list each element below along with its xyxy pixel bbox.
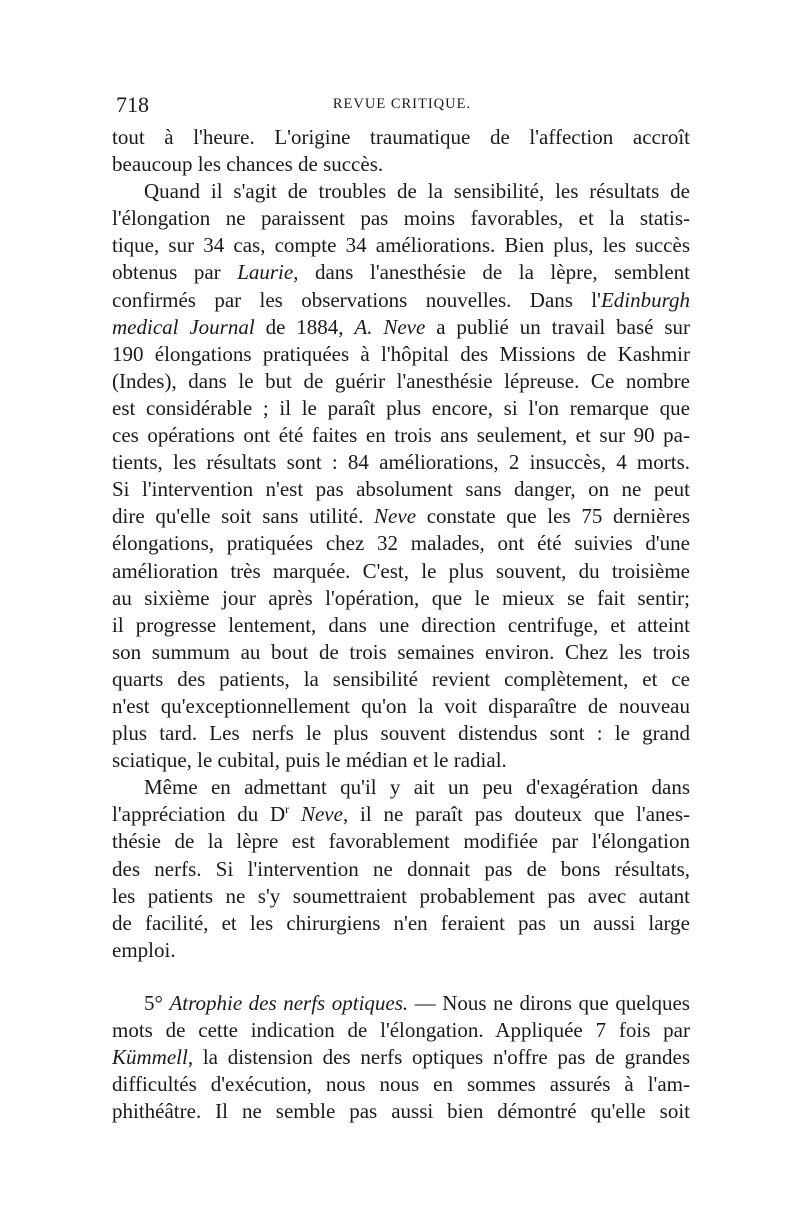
text-segment: les patients ne s'y soumettraient probablement pas avec autant xyxy=(112,883,690,908)
italic-segment: Kümmell xyxy=(112,1045,188,1070)
text-segment: thésie de la lèpre est favorablement modifiée par l'élongation xyxy=(112,829,690,854)
text-line xyxy=(112,341,690,368)
italic-segment: medical Journal xyxy=(112,314,255,339)
text-segment: tients, les résultats sont : 84 améliorations, 2 insuccès, 4 morts. xyxy=(112,450,690,475)
text-segment: quarts des patients, la sensibilité revient complètement, et ce xyxy=(112,666,690,691)
text-line xyxy=(112,585,690,612)
text-line xyxy=(112,666,690,693)
text-segment: confirmés par les observations nouvelles. Dans l' xyxy=(112,287,601,312)
text-line xyxy=(112,774,690,801)
text-line xyxy=(112,395,690,422)
text-segment: 5° xyxy=(144,990,170,1015)
text-line xyxy=(112,1017,690,1044)
text-line xyxy=(112,124,690,151)
italic-segment: Neve xyxy=(374,504,417,529)
text-line xyxy=(112,910,690,937)
text-line xyxy=(112,747,690,774)
text-segment: est considérable ; il le paraît plus encore, si l'on remarque que xyxy=(112,395,690,420)
text-line xyxy=(112,476,690,503)
text-segment: , dans l'anesthésie de la lèpre, semblent xyxy=(293,260,690,285)
text-segment: dire qu'elle soit sans utilité. xyxy=(112,504,375,529)
italic-segment: Neve xyxy=(300,802,343,827)
text-segment: — Nous ne dirons que quelques xyxy=(408,990,690,1015)
text-segment: emploi. xyxy=(112,937,176,962)
text-segment: phithéâtre. Il ne semble pas aussi bien démontré qu'elle soit xyxy=(112,1099,690,1124)
text-line xyxy=(112,232,690,259)
text-line xyxy=(112,828,690,855)
text-line xyxy=(112,856,690,883)
running-title: REVUE CRITIQUE. xyxy=(332,96,472,112)
text-segment: ces opérations ont été faites en trois ans seulement, et sur 90 pa- xyxy=(112,423,690,448)
text-line xyxy=(112,693,690,720)
text-segment: tout à l'heure. L'origine traumatique de l'affection accroît xyxy=(112,125,690,149)
text-line xyxy=(112,639,690,666)
text-segment: au sixième jour après l'opération, que le mieux se fait sentir; xyxy=(112,585,690,610)
text-segment: sciatique, le cubital, puis le médian et le radial. xyxy=(112,748,507,773)
text-line xyxy=(112,937,690,964)
italic-segment: A. Neve xyxy=(354,314,426,339)
italic-segment: Laurie xyxy=(237,260,294,285)
text-segment xyxy=(289,802,301,826)
text-line xyxy=(112,558,690,585)
paragraph-gap xyxy=(112,964,690,990)
text-segment: beaucoup les chances de succès. xyxy=(112,152,384,177)
text-line xyxy=(112,449,690,476)
text-segment: des nerfs. Si l'intervention ne donnait pas de bons résultats, xyxy=(112,856,690,881)
text-segment: élongations, pratiquées chez 32 malades, ont été suivies d'une xyxy=(112,531,690,556)
text-segment: Si l'intervention n'est pas absolument sans danger, on ne peut xyxy=(112,477,690,502)
body-text xyxy=(112,124,690,1125)
page-number: 718 xyxy=(116,92,149,117)
text-segment: n'est qu'exceptionnellement qu'on la voit disparaître de nouveau xyxy=(112,693,690,718)
text-segment: tique, sur 34 cas, compte 34 améliorations. Bien plus, les succès xyxy=(112,233,690,258)
text-segment: de 1884, xyxy=(254,314,355,339)
text-segment: Quand il s'agit de troubles de la sensibilité, les résultats de xyxy=(144,179,690,204)
text-line xyxy=(112,883,690,910)
text-line xyxy=(112,259,690,286)
text-segment: amélioration très marquée. C'est, le plus souvent, du troisième xyxy=(112,558,690,583)
text-segment: l'élongation ne paraissent pas moins favorables, et la statis- xyxy=(112,206,690,231)
text-segment: son summum au bout de trois semaines environ. Chez les trois xyxy=(112,639,690,664)
text-line xyxy=(112,1098,690,1125)
text-line xyxy=(112,720,690,747)
text-line xyxy=(112,151,690,178)
text-segment: , la distension des nerfs optiques n'offre pas de grandes xyxy=(187,1045,690,1070)
page-header xyxy=(116,92,688,122)
text-line xyxy=(112,801,690,828)
text-line xyxy=(112,503,690,530)
text-line xyxy=(112,422,690,449)
text-line xyxy=(112,1044,690,1071)
text-line xyxy=(112,1071,690,1098)
text-line xyxy=(112,205,690,232)
text-segment: mots de cette indication de l'élongation. Appliquée 7 fois par xyxy=(112,1018,690,1042)
italic-segment: Atrophie des nerfs optiques. xyxy=(169,990,409,1015)
text-segment: l'appréciation du D xyxy=(112,802,286,827)
text-segment: de facilité, et les chirurgiens n'en feraient pas un aussi large xyxy=(112,910,690,935)
text-segment: plus tard. Les nerfs le plus souvent distendus sont : le grand xyxy=(112,721,690,746)
text-line xyxy=(112,530,690,557)
text-segment: constate que les 75 dernières xyxy=(416,504,690,529)
text-segment: difficultés d'exécution, nous nous en sommes assurés à l'am- xyxy=(112,1072,690,1097)
text-segment: 190 élongations pratiquées à l'hôpital des Missions de Kashmir xyxy=(112,341,690,366)
text-line xyxy=(112,287,690,314)
italic-segment: Edinburgh xyxy=(600,287,690,312)
text-segment: obtenus par xyxy=(112,260,238,285)
text-segment: a publié un travail basé sur xyxy=(425,314,690,339)
text-line xyxy=(112,314,690,341)
text-line xyxy=(112,368,690,395)
text-segment: , il ne paraît pas douteux que l'anes- xyxy=(342,802,690,827)
text-segment: il progresse lentement, dans une direction centrifuge, et atteint xyxy=(112,612,690,637)
superscript: r xyxy=(285,802,290,817)
text-line xyxy=(112,990,690,1017)
text-line xyxy=(112,612,690,639)
text-segment: Même en admettant qu'il y ait un peu d'exagération dans xyxy=(144,775,690,800)
text-segment: (Indes), dans le but de guérir l'anesthésie lépreuse. Ce nombre xyxy=(112,368,690,393)
text-line xyxy=(112,178,690,205)
